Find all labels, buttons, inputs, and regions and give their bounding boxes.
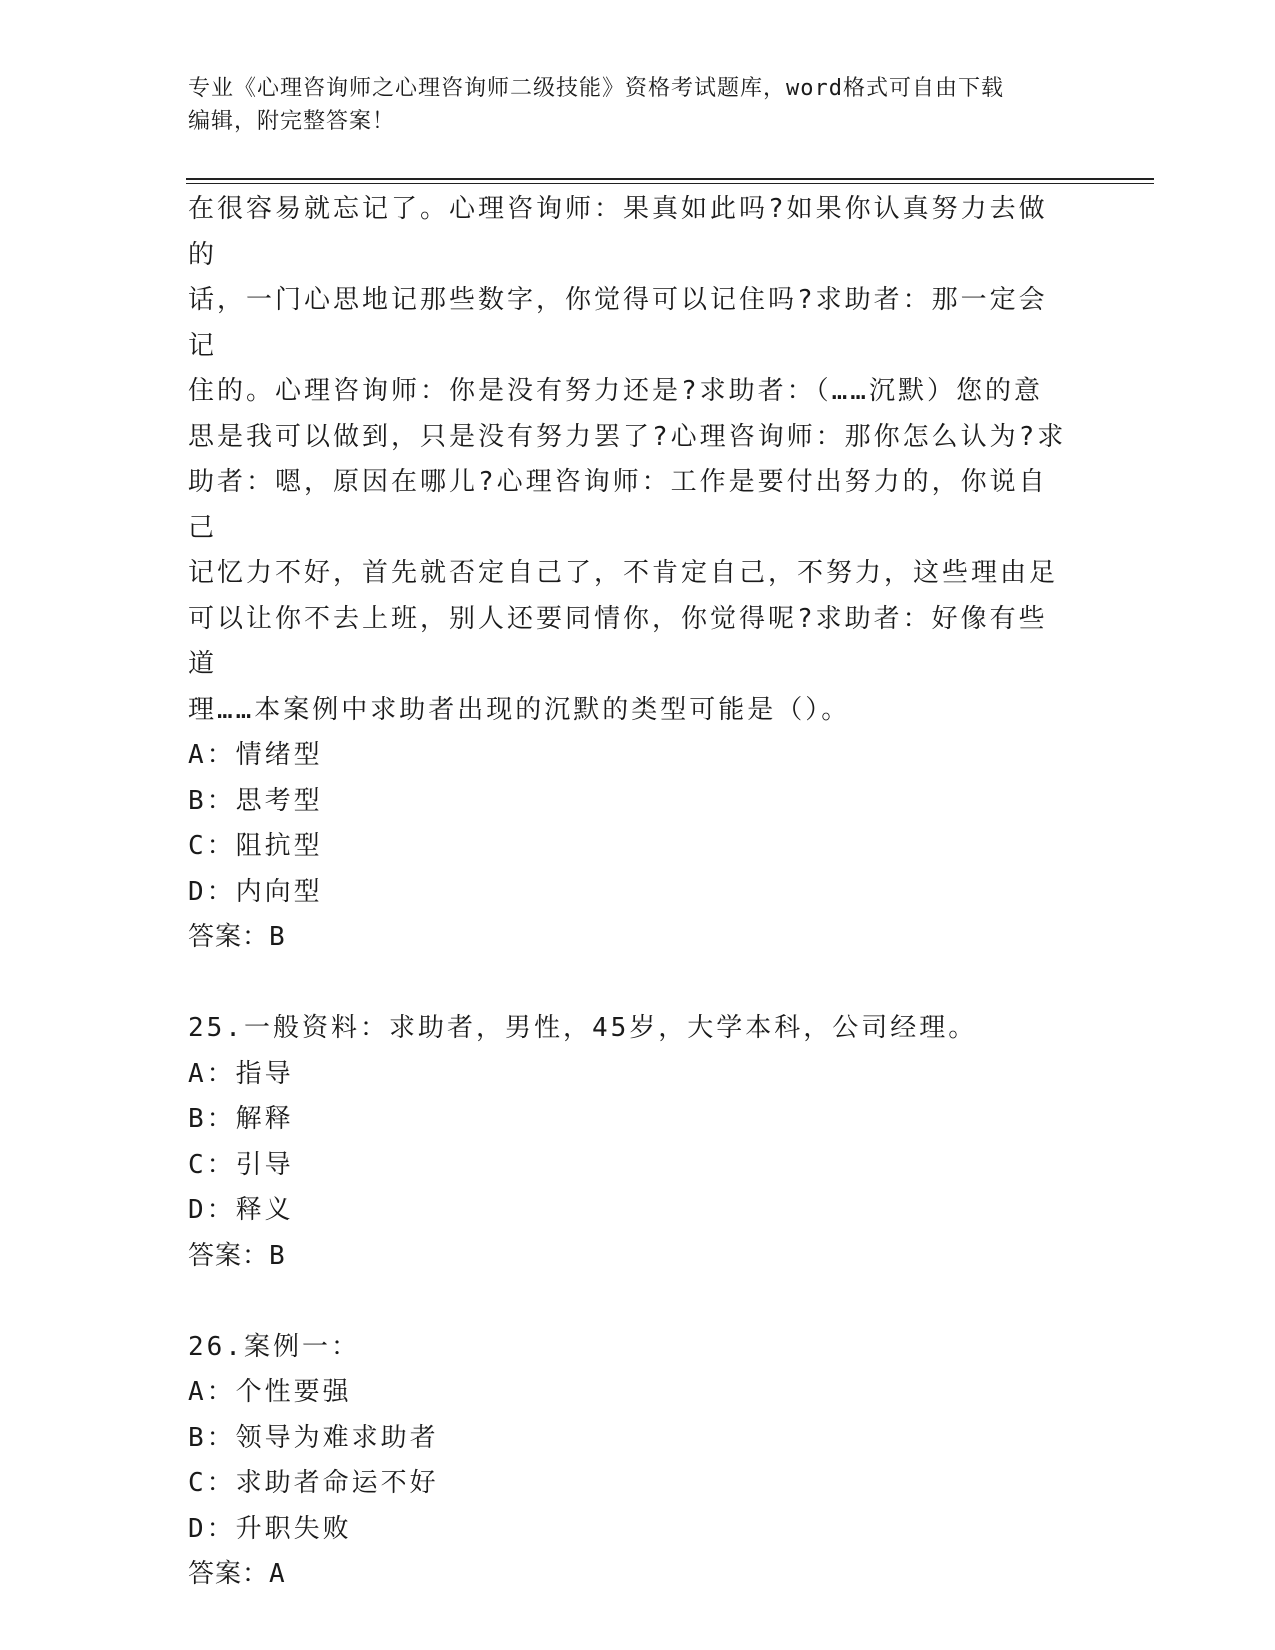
question-24-stem — [188, 187, 1076, 733]
answer: 答案：B — [188, 922, 286, 952]
option-d: D：升职失败 — [188, 1513, 352, 1544]
stem-line: 思是我可以做到，只是没有努力罢了?心理咨询师：那你怎么认为?求 — [188, 421, 1067, 452]
question-24 — [188, 187, 1088, 961]
stem-line: 助者：嗯，原因在哪儿?心理咨询师：工作是要付出努力的，你说自己 — [188, 467, 1048, 543]
stem-line: 在很容易就忘记了。心理咨询师：果真如此吗?如果你认真努力去做的 — [188, 194, 1048, 270]
header-divider-thin — [186, 183, 1154, 184]
answer: 答案：B — [188, 1240, 286, 1271]
page-header — [188, 72, 1068, 138]
question-25-stem: 25.一般资料：求助者，男性，45岁，大学本科，公司经理。 — [188, 1013, 978, 1043]
option-b: B：领导为难求助者 — [188, 1422, 439, 1453]
answer: 答案：A — [188, 1559, 286, 1589]
spacer — [188, 961, 1088, 1007]
stem-line: 住的。心理咨询师：你是没有努力还是?求助者：（……沉默）您的意 — [188, 376, 1043, 406]
option-c: C：引导 — [188, 1149, 294, 1180]
option-a: A：指导 — [188, 1058, 294, 1089]
question-25 — [188, 1006, 1088, 1279]
header-line-1: 专业《心理咨询师之心理咨询师二级技能》资格考试题库，word格式可自由下载 — [188, 76, 1004, 101]
header-divider-thick — [186, 178, 1154, 180]
question-26-stem: 26.案例一： — [188, 1331, 360, 1362]
stem-line: 理……本案例中求助者出现的沉默的类型可能是（）。 — [188, 694, 851, 725]
option-b: B：解释 — [188, 1104, 294, 1134]
question-26 — [188, 1325, 1088, 1598]
stem-line: 话，一门心思地记那些数字，你觉得可以记住吗?求助者：那一定会记 — [188, 285, 1048, 361]
option-b: B：思考型 — [188, 785, 323, 816]
stem-line: 记忆力不好，首先就否定自己了，不肯定自己，不努力，这些理由足 — [188, 558, 1059, 588]
option-a: A：个性要强 — [188, 1377, 352, 1407]
option-c: C：阻抗型 — [188, 831, 323, 861]
stem-line: 可以让你不去上班，别人还要同情你，你觉得呢?求助者：好像有些道 — [188, 603, 1048, 679]
question-content — [188, 187, 1088, 1598]
spacer — [188, 1279, 1088, 1325]
option-a: A：情绪型 — [188, 740, 323, 770]
option-c: C：求助者命运不好 — [188, 1468, 439, 1498]
header-line-2: 编辑，附完整答案！ — [188, 109, 396, 134]
option-d: D：内向型 — [188, 876, 323, 907]
option-d: D：释义 — [188, 1195, 294, 1225]
